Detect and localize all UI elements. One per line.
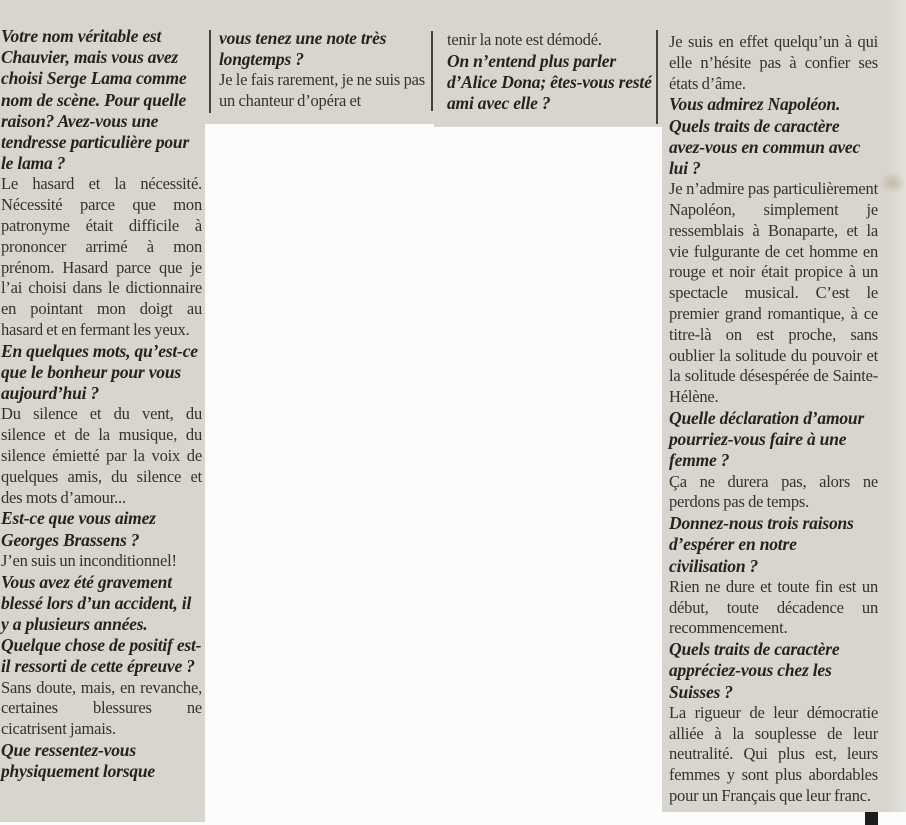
- interview-question: On n’entend plus parler d’Alice Dona; êtes-vous resté ami avec elle ?: [447, 50, 652, 114]
- interview-question: Quelle déclaration d’amour pourriez-vous faire à une femme ?: [669, 407, 865, 471]
- text-column-1: [1, 26, 202, 782]
- column-divider-rule: [431, 31, 433, 111]
- interview-answer: Sans doute, mais, en revanche, certaines blessures ne cicatrisent jamais.: [1, 677, 202, 739]
- interview-answer: J’en suis un inconditionnel!: [1, 550, 177, 570]
- interview-answer: tenir la note est démodé.: [447, 30, 602, 49]
- interview-question: Est-ce que vous aimez Georges Brassens ?: [1, 508, 156, 550]
- text-column-4: [669, 32, 878, 825]
- interview-question: En quelques mots, qu’est-ce que le bonheur pour vous aujourd’hui ?: [1, 340, 198, 404]
- interview-answer: La rigueur de leur démocratie alliée à la souplesse de leur neutralité. Qui plus est, leurs femmes y sont plus abordables pour un Français que leur franc.: [669, 703, 878, 807]
- column-divider-rule: [656, 30, 658, 124]
- interview-question: Vous avez été gravement blessé lors d’un accident, il y a plusieurs années. Quelque chose de positif est-il ressorti de cette épreuve ?: [1, 571, 202, 677]
- interview-answer: Rien ne dure et toute fin est un début, toute décadence un recommencement.: [669, 576, 878, 638]
- text-column-2: [219, 28, 425, 112]
- interview-answer: Je n’admire pas particulièrement Napoléon, simplement je ressemblais à Bonaparte, et la vie fulgurante de cet homme en rouge et noir était propice à un spectacle musical. C’est le premier grand romantique, à ce titre-là on est proche, sans oublier la solitude du pouvoir et la solitude désespérée de Sainte-Hélène.: [669, 179, 878, 407]
- interview-question: Votre nom véritable est Chauvier, mais vous avez choisi Serge Lama comme nom de scène. Pour quelle raison? Avez-vous une tendresse particulière pour le lama ?: [1, 26, 190, 174]
- text-column-3: [447, 30, 654, 114]
- interview-question: vous tenez une note très longtemps ?: [219, 28, 387, 70]
- interview-answer: Je suis en effet quelqu’un à qui elle n’hésite pas à confier ses états d’âme.: [669, 32, 878, 93]
- interview-question: Vous admirez Napoléon. Quels traits de caractère avez-vous en commun avec lui ?: [669, 94, 861, 178]
- interview-question: Quels traits de caractère appréciez-vous chez les Suisses ?: [669, 639, 840, 702]
- interview-answer: Ça ne durera pas, alors ne perdons pas de temps.: [669, 471, 878, 512]
- end-of-article-icon: [865, 812, 878, 825]
- interview-question: Que ressentez-vous physiquement lorsque: [1, 740, 156, 782]
- interview-answer: Du silence et du vent, du silence et de la musique, du silence émietté par la voix de quelques amis, du silence et des mots d’amour...: [1, 404, 202, 507]
- column-divider-rule: [209, 30, 211, 113]
- interview-answer: Le hasard et la nécessité. Nécessité parce que mon patronyme était difficile à prononcer arrimé à mon prénom. Hasard parce que je l’ai choisi dans le dictionnaire en pointant mon doigt au hasard et en fermant les yeux.: [1, 174, 202, 339]
- paper-stain: [880, 172, 906, 194]
- interview-answer: Je le fais rarement, je ne suis pas un chanteur d’opéra et: [219, 70, 425, 111]
- interview-question: Donnez-nous trois raisons d’espérer en notre civilisation ?: [669, 513, 854, 576]
